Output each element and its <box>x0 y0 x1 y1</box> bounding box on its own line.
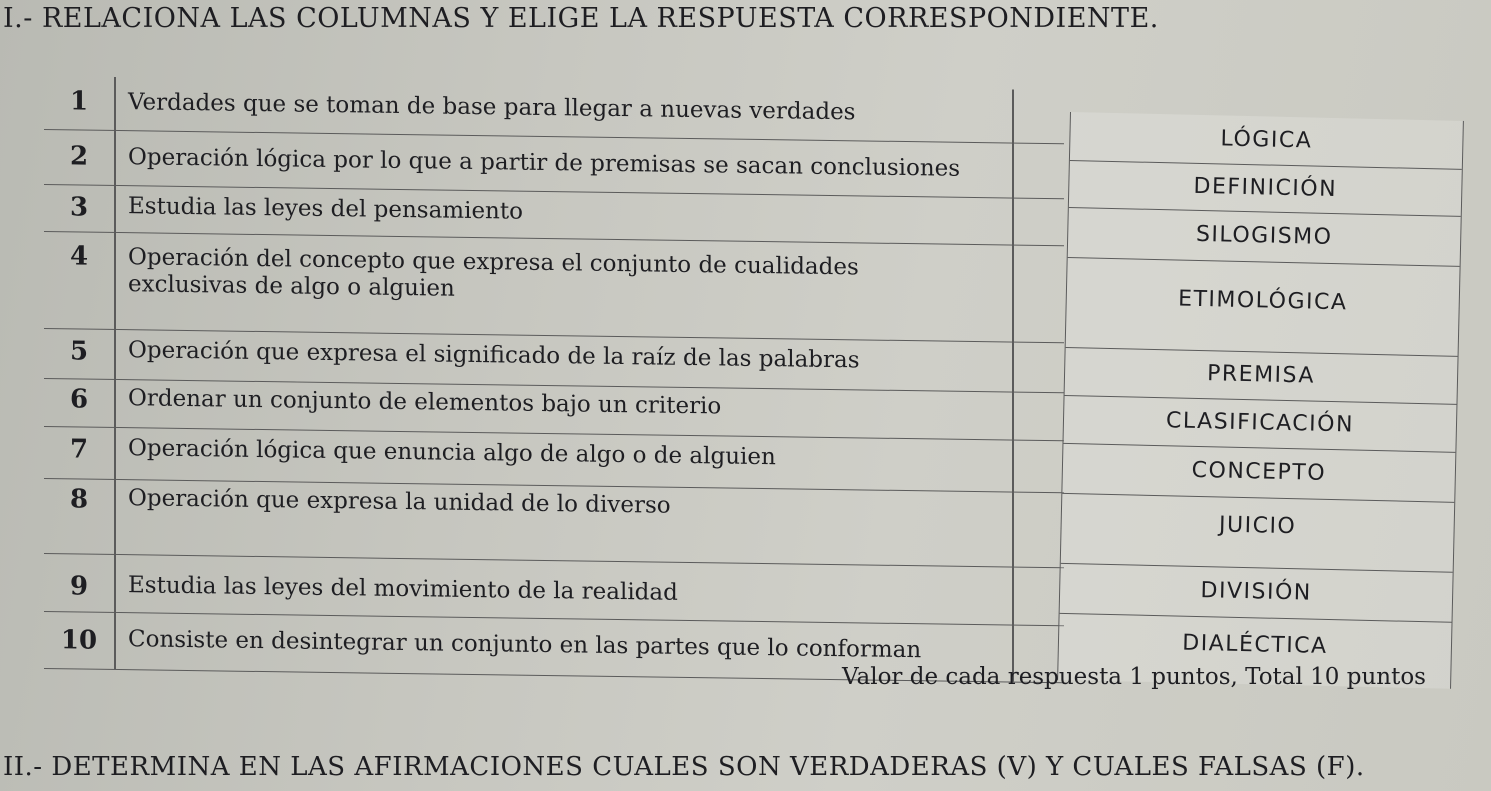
answer-option: ETIMOLÓGICA <box>1066 257 1460 357</box>
question-text: Operación del concepto que expresa el conjunto de cualidades exclusivas de algo o alguien <box>128 244 859 302</box>
question-number: 7 <box>69 434 89 465</box>
question-text: Operación lógica que enuncia algo de algo o de alguien <box>128 435 776 471</box>
section-1-heading: I.- RELACIONA LAS COLUMNAS Y ELIGE LA RESPUESTA CORRESPONDIENTE. <box>3 3 1159 34</box>
answer-option: PREMISA <box>1065 347 1458 405</box>
answer-option: DIALÉCTICA <box>1182 630 1328 659</box>
answer-option: JUICIO <box>1061 493 1455 573</box>
answer-option: DIVISIÓN <box>1060 563 1453 623</box>
question-text: Ordenar un conjunto de elementos bajo un criterio <box>128 385 722 420</box>
question-number: 2 <box>69 141 89 172</box>
question-text: Consiste en desintegrar un conjunto en las partes que lo conforman <box>128 626 922 664</box>
answer-option: CLASIFICACIÓN <box>1063 395 1456 453</box>
question-text: Estudia las leyes del pensamiento <box>128 193 523 225</box>
question-text: Verdades que se toman de base para llegar a nuevas verdades <box>128 89 856 126</box>
question-number: 10 <box>60 625 98 656</box>
questions-table <box>44 76 1064 682</box>
scoring-note: Valor de cada respuesta 1 puntos, Total 10 puntos <box>842 664 1426 690</box>
question-number: 9 <box>69 571 89 602</box>
answer-options-column <box>1057 112 1464 689</box>
answer-option: CONCEPTO <box>1062 443 1455 503</box>
question-number: 1 <box>69 86 89 117</box>
question-row <box>44 231 1064 343</box>
question-number: 3 <box>69 192 89 223</box>
question-text: Operación lógica por lo que a partir de premisas se sacan conclusiones <box>128 144 961 182</box>
section-2-heading: II.- DETERMINA EN LAS AFIRMACIONES CUALES SON VERDADERAS (V) Y CUALES FALSAS (F). <box>3 752 1365 782</box>
question-number: 6 <box>69 384 89 415</box>
question-text: Operación que expresa la unidad de lo diverso <box>128 485 671 519</box>
question-number: 5 <box>69 336 89 367</box>
question-number: 4 <box>69 241 89 272</box>
answer-option: DEFINICIÓN <box>1069 160 1462 217</box>
question-text: Estudia las leyes del movimiento de la realidad <box>128 572 678 606</box>
answer-option: SILOGISMO <box>1068 207 1461 267</box>
answer-option: LÓGICA <box>1070 112 1463 170</box>
question-number: 8 <box>69 484 89 515</box>
question-text: Operación que expresa el significado de la raíz de las palabras <box>128 337 860 374</box>
